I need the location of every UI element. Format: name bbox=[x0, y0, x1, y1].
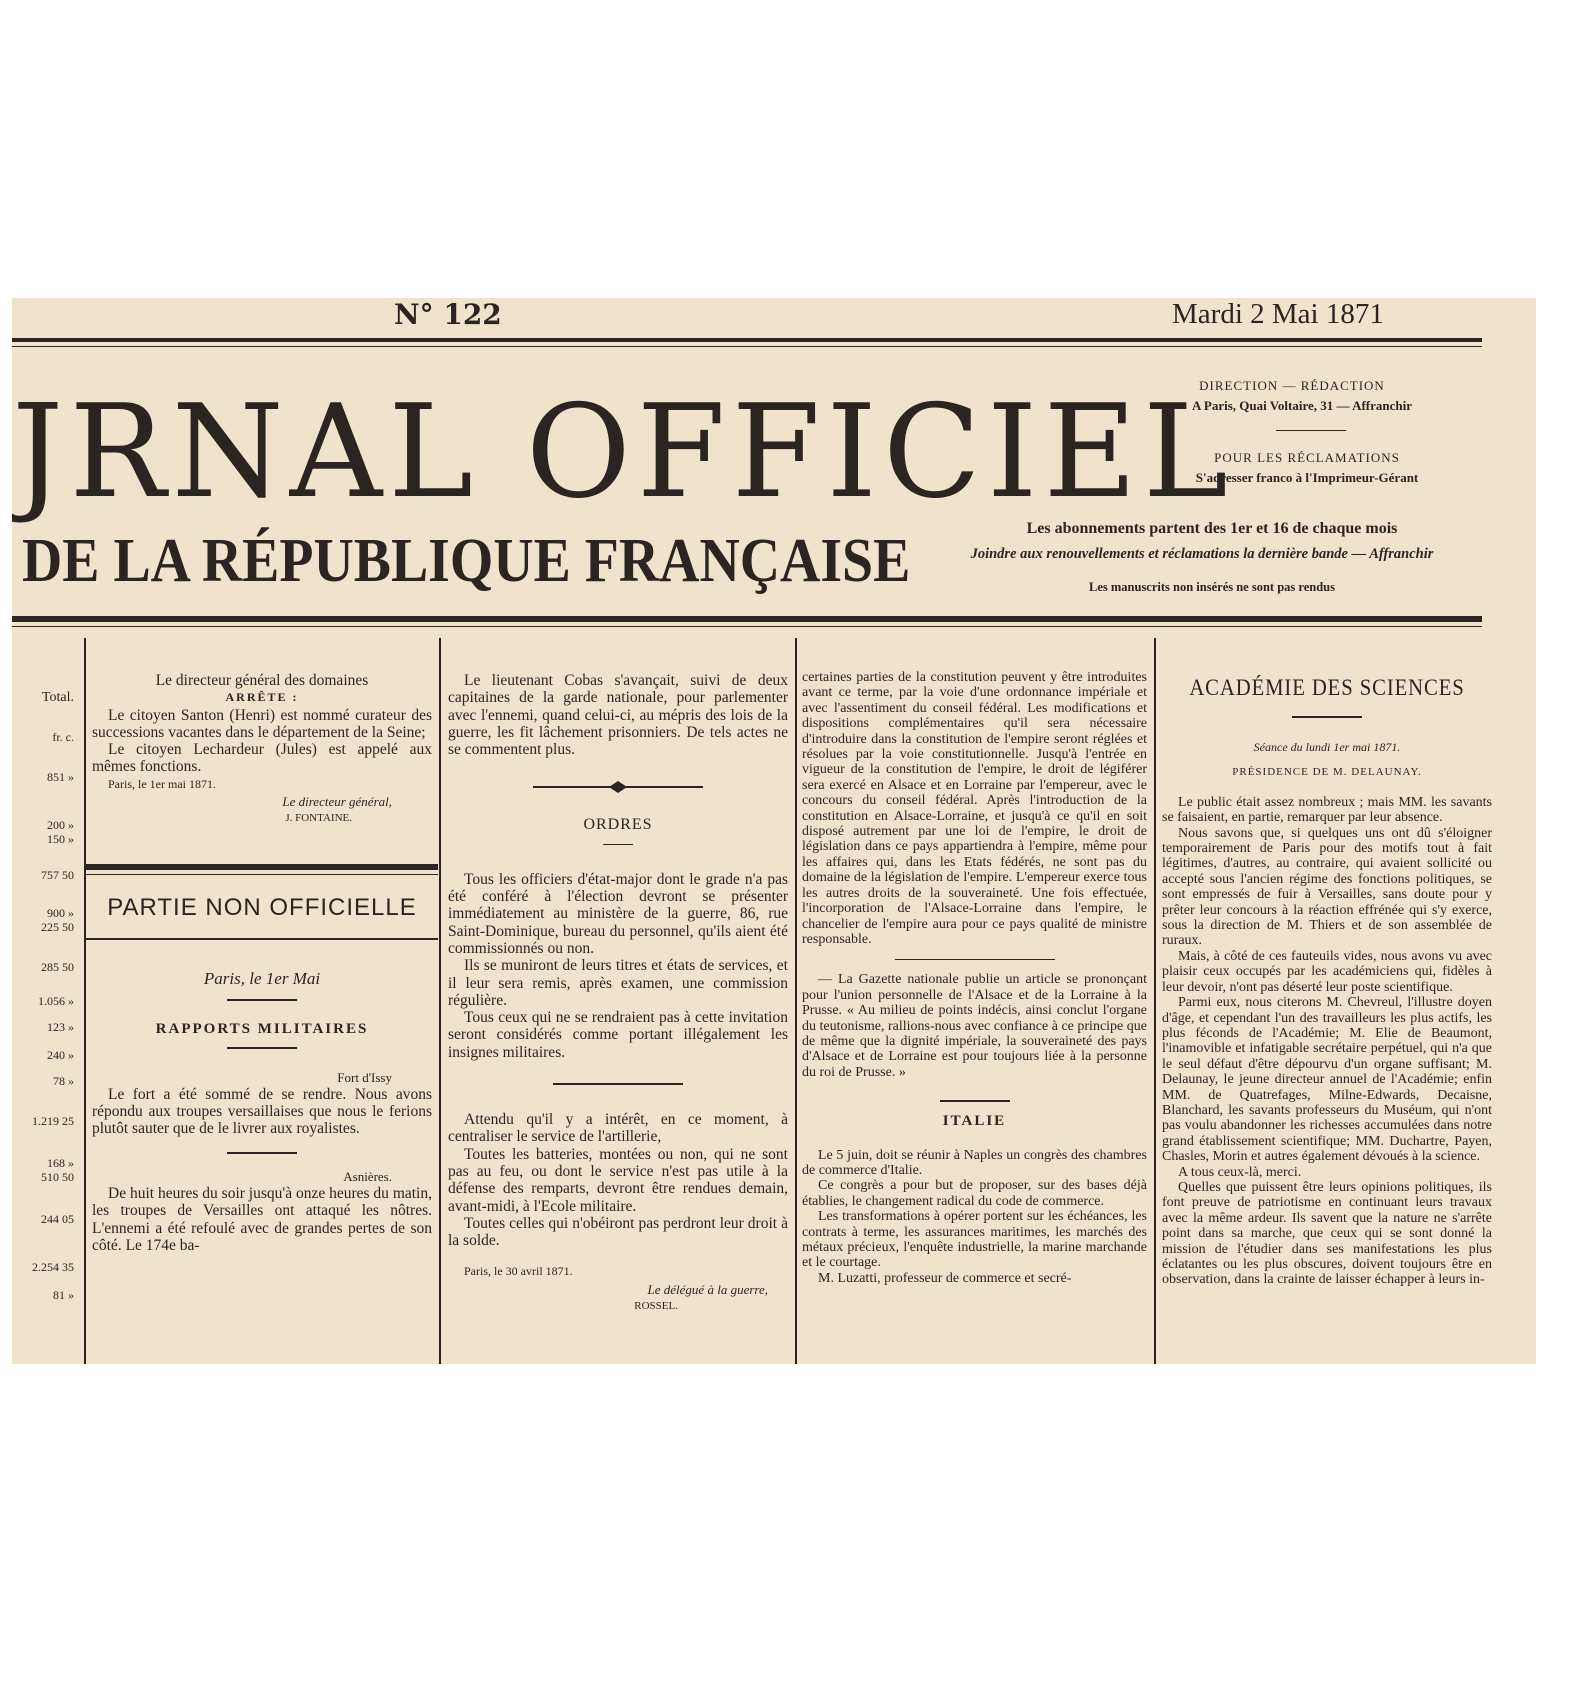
col2-paragraph: Toutes celles qui n'obéiront pas perdront leur droit à la solde. bbox=[448, 1214, 788, 1250]
col2-date: Paris, le 30 avril 1871. bbox=[464, 1264, 573, 1279]
col4-paragraph: Mais, à côté de ces fauteuils vides, nous avons vu avec plaisir ceux occupés par les académiciens qui, fidèles à leur devoir, n'ont pas déserté leur poste scientifique. bbox=[1162, 948, 1492, 995]
italie-heading: ITALIE bbox=[942, 1113, 1007, 1130]
number-row: 81 » bbox=[53, 1288, 74, 1302]
academie-heading: ACADÉMIE DES SCIENCES bbox=[1189, 675, 1465, 700]
seance-date: Séance du lundi 1er mai 1871. bbox=[1253, 740, 1401, 754]
section-title: PARTIE NON OFFICIELLE bbox=[107, 893, 417, 921]
section-rule-2 bbox=[86, 938, 438, 940]
issue-number: N° 122 bbox=[394, 298, 502, 331]
column-divider bbox=[1154, 638, 1156, 1364]
col2-signature-name: ROSSEL. bbox=[634, 1300, 678, 1313]
col2-signature-title: Le délégué à la guerre, bbox=[647, 1281, 768, 1297]
section-rule-thin bbox=[86, 874, 438, 875]
masthead-bottom-rule-thin bbox=[12, 626, 1482, 627]
col4-paragraph: Parmi eux, nous citerons M. Chevreul, l'illustre doyen d'âge, et cependant l'un des travailleurs les plus actifs, les plus féconds de l'Académie; M. Elie de Beaumont, l'inamovible et infatigable secrétaire perpétuel, qui n'a que le seul défaut d'être dépourvu d'un organe suffisant; M. Delaunay, le jeune directeur annuel de l'Académie; enfin MM. de Quatrefages, Milne-Edwards, Decaisne, Blanchard, les savants professeurs du Muséum, qui n'ont pas voulu abandonner les richesses accumulées dans notre grand établissement scientifique; MM. Duchartre, Payen, Chasles, Morin et autres également dévoués à la science. bbox=[1162, 995, 1492, 1165]
col2-paragraph: Le lieutenant Cobas s'avançait, suivi de deux capitaines de la garde nationale, pour parlementer avec l'ennemi, quand celui-ci, au mépris des lois de la guerre, les fit lâchement prisonniers. De tels actes ne se commentent plus. bbox=[448, 672, 788, 759]
number-row: 225 50 bbox=[41, 920, 74, 934]
small-rule bbox=[227, 1047, 297, 1049]
direction-address: A Paris, Quai Voltaire, 31 — Affranchir bbox=[1191, 398, 1413, 413]
col1-paragraph: De huit heures du soir jusqu'à onze heures du matin, les troupes de Versailles ont attaqué les nôtres. L'ennemi a été refoulé avec de grandes pertes de son côté. Le 174e ba- bbox=[92, 1185, 432, 1254]
column-divider bbox=[439, 638, 441, 1364]
top-rule-thin bbox=[12, 346, 1482, 347]
ornament-rule bbox=[533, 778, 703, 796]
masthead-bottom-rule bbox=[12, 616, 1482, 622]
renouvellements-text: Joindre aux renouvellements et réclamations la dernière bande — Affranchir bbox=[970, 546, 1434, 562]
reclamations-text: S'adresser franco à l'Imprimeur-Gérant bbox=[1195, 470, 1419, 485]
small-rule bbox=[227, 999, 297, 1001]
col1-signature-name: J. FONTAINE. bbox=[285, 812, 352, 825]
col2-paragraph: Tous les officiers d'état-major dont le grade n'a pas été conféré à l'élection devront se présenter immédiatement au ministère de la guerre, 86, rue Saint-Dominique, bureau du personnel, qu'ils aient été commissionnés ou non. bbox=[448, 870, 788, 957]
col3-paragraph: Ce congrès a pour but de proposer, sur des bases déjà établies, le changement radical du code de commerce. bbox=[802, 1178, 1147, 1209]
col1-paragraph: Le citoyen Lechardeur (Jules) est appelé aux mêmes fonctions. bbox=[92, 741, 432, 776]
column-3 bbox=[802, 670, 1147, 1286]
col1-line: Le directeur général des domaines bbox=[155, 672, 369, 689]
masthead-subtitle: DE LA RÉPUBLIQUE FRANÇAISE bbox=[22, 527, 911, 595]
number-row: 78 » bbox=[53, 1074, 74, 1088]
col2-paragraph: Ils se muniront de leurs titres et états de services, et il leur sera remis, après examen, une commission régulière. bbox=[448, 957, 788, 1009]
header-small-rule bbox=[1276, 430, 1346, 431]
col4-paragraph: Le public était assez nombreux ; mais MM. les savants se faisaient, en partie, remarquer par leur absence. bbox=[1162, 794, 1492, 826]
small-rule bbox=[553, 1083, 683, 1085]
col2-paragraph: Attendu qu'il y a intérêt, en ce moment, à centraliser le service de l'artillerie, bbox=[448, 1111, 788, 1146]
col3-paragraph: Les transformations à opérer portent sur les échéances, les contrats à terme, les assurances maritimes, les marchés des métaux précieux, l'enquête industrielle, la marine marchande et le courtage. bbox=[802, 1209, 1147, 1271]
manuscrits-text: Les manuscrits non insérés ne sont pas rendus bbox=[1089, 580, 1335, 594]
number-row: 240 » bbox=[47, 1048, 74, 1062]
number-row: 510 50 bbox=[41, 1170, 74, 1184]
column-divider bbox=[84, 638, 86, 1364]
column-4 bbox=[1162, 674, 1492, 1288]
dateline: Paris, le 1er Mai bbox=[203, 968, 321, 988]
col1-date: Paris, le 1er mai 1871. bbox=[108, 776, 216, 791]
column-divider bbox=[795, 638, 797, 1364]
col3-paragraph: certaines parties de la constitution peuvent y être introduites avant ce terme, par la voie d'une ordonnance impériale et avec l'assentiment du conseil fédéral. Les modifications et dispositions complémentaires qu'il sera nécessaire d'introduire dans la constitution de l'empire seront réglées et résolues par la voie constitutionnelle. Jusqu'à l'entrée en vigueur de la constitution de l'empire, le droit de légiférer sera exercé en Alsace et en Lorraine par l'empereur, avec le concours du conseil fédéral. Après l'introduction de la constitution en Alsace-Lorraine, et jusqu'à ce qu'il en soit disposé autrement par une loi de l'empire, le droit de législation dans ce pays appartiendra à l'empire, même pour les affaires qui, dans les Etats fédérés, ne sont pas du domaine de la législation de l'empire. L'empereur exerce tous les autres droits de la souveraineté. Une fois effectuée, l'incorporation de l'Alsace-Lorraine dans l'empire, le chancelier de l'empire aura pour ce pays qualité de ministre responsable. bbox=[802, 670, 1147, 947]
col3-paragraph: — La Gazette nationale publie un article se prononçant pour l'union personnelle de l'Alsace et de la Lorraine à la Prusse. « Au milieu de points indécis, ainsi conclut l'organe du teutonisme, rallions-nous avec confiance à ce principe que de même que la dignité impériale, la souveraineté des pays d'Alsace et de Lorraine est pour toujours liée à la personne du roi de Prusse. » bbox=[802, 972, 1147, 1080]
number-row: 757 50 bbox=[41, 868, 74, 882]
col4-paragraph: Nous savons que, si quelques uns ont dû s'éloigner temporairement de Paris pour des motifs tout à fait légitimes, d'autres, au contraire, qui avaient sollicité ou accepté sous l'ancien régime des fonctions politiques, se sont empressés de fuir à Versailles, sans doute pour y prêter leur concours à la réaction effrénée qui s'y exerce, sous la direction de M. Thiers et de son assemblée de ruraux. bbox=[1162, 825, 1492, 949]
number-row: 168 » bbox=[47, 1156, 74, 1170]
number-row: 1.219 25 bbox=[32, 1114, 74, 1128]
reclamations-label: POUR LES RÉCLAMATIONS bbox=[1214, 450, 1400, 465]
col3-paragraph: M. Luzatti, professeur de commerce et secré- bbox=[818, 1270, 1072, 1286]
col4-paragraph: A tous ceux-là, merci. bbox=[1178, 1164, 1302, 1180]
column-2 bbox=[448, 672, 788, 1315]
column-1 bbox=[92, 672, 432, 1254]
number-row: 900 » bbox=[47, 906, 74, 920]
col1-paragraph: Le citoyen Santon (Henri) est nommé curateur des successions vacantes dans le département de la Seine; bbox=[92, 706, 432, 741]
number-row: 244 05 bbox=[41, 1212, 74, 1226]
number-row: 851 » bbox=[47, 770, 74, 784]
unit-label: fr. c. bbox=[52, 730, 74, 744]
number-row: 285 50 bbox=[41, 960, 74, 974]
col1-signature-title: Le directeur général, bbox=[282, 794, 392, 810]
number-row: 150 » bbox=[47, 832, 74, 846]
small-rule bbox=[603, 844, 633, 845]
col2-paragraph: Tous ceux qui ne se rendraient pas à cette invitation seront considérés comme portant illégalement les insignes militaires. bbox=[448, 1009, 788, 1061]
number-row: 1.056 » bbox=[38, 994, 74, 1008]
newspaper-page bbox=[12, 298, 1536, 1364]
col2-paragraph: Toutes les batteries, montées ou non, qui ne sont pas au feu, ou dont le service n'est pas utile à la défense des remparts, devront être rendues demain, avant-midi, à l'Ecole militaire. bbox=[448, 1145, 788, 1215]
number-row: 123 » bbox=[47, 1020, 74, 1034]
small-rule bbox=[895, 959, 1055, 960]
place-asnieres: Asnières. bbox=[343, 1168, 392, 1184]
section-rule bbox=[86, 864, 438, 870]
direction-label: DIRECTION — RÉDACTION bbox=[1199, 378, 1385, 393]
masthead-title: JRNAL OFFICIEL bbox=[12, 378, 1234, 527]
presidence: PRÉSIDENCE DE M. DELAUNAY. bbox=[1232, 766, 1422, 779]
small-rule bbox=[940, 1100, 1010, 1102]
ordres-heading: ORDRES bbox=[583, 816, 653, 834]
total-label: Total. bbox=[41, 690, 74, 705]
rapports-heading: RAPPORTS MILITAIRES bbox=[155, 1021, 369, 1038]
number-row: 2.254 35 bbox=[32, 1260, 74, 1274]
col1-paragraph: Le fort a été sommé de se rendre. Nous avons répondu aux troupes versaillaises que nous le ferions plutôt sauter que de le livrer aux royalistes. bbox=[92, 1085, 432, 1138]
col4-paragraph: Quelles que puissent être leurs opinions politiques, ils font preuve de patriotisme en continuant leurs travaux avec la même ardeur. Ils savent que la nature ne s'arrête point dans sa marche, que ceux qui se sont donné la mission de l'étudier dans ses manifestations les plus éclatantes ou les plus obscures, doivent toujours être en observation, dans la crainte de laisser échapper à leurs in- bbox=[1162, 1179, 1492, 1288]
small-rule bbox=[1292, 716, 1362, 718]
number-row: 200 » bbox=[47, 818, 74, 832]
place-issy: Fort d'Issy bbox=[337, 1069, 392, 1085]
issue-date: Mardi 2 Mai 1871 bbox=[1172, 298, 1384, 330]
abonnements-text: Les abonnements partent des 1er et 16 de chaque mois bbox=[1026, 520, 1398, 537]
top-rule bbox=[12, 338, 1482, 342]
col3-paragraph: Le 5 juin, doit se réunir à Naples un congrès des chambres de commerce d'Italie. bbox=[802, 1147, 1147, 1178]
small-rule bbox=[227, 1152, 297, 1154]
col1-arrete: ARRÊTE : bbox=[225, 690, 299, 705]
